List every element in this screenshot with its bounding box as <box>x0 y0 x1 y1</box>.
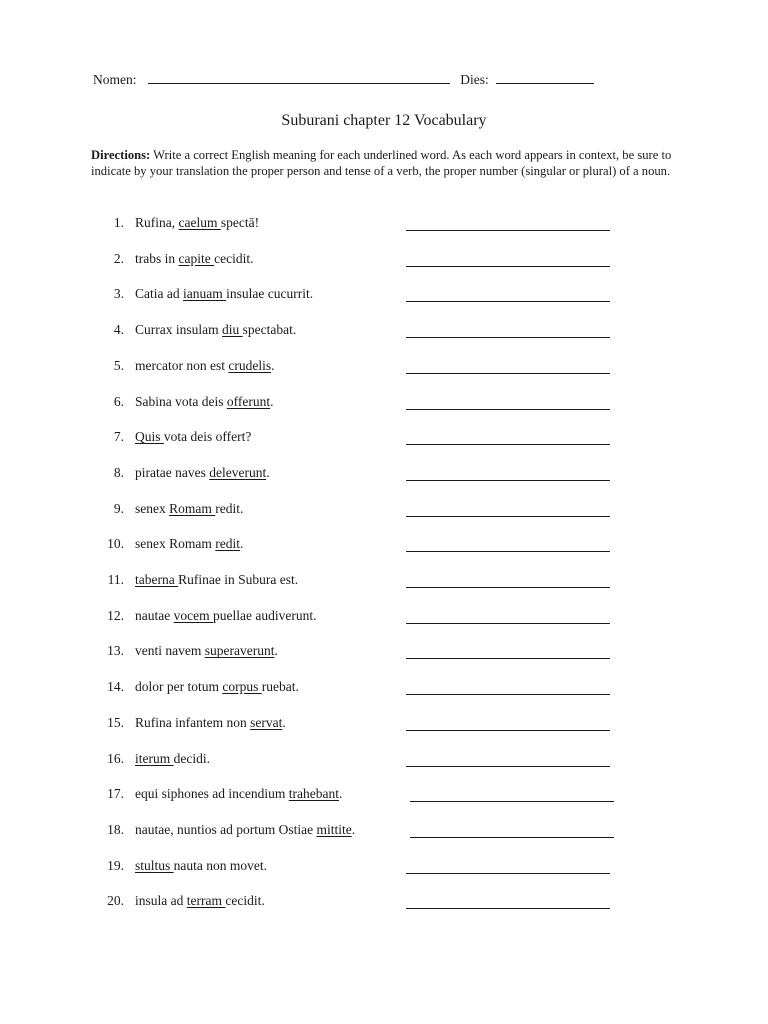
item-sentence <box>135 215 259 231</box>
underlined-word: stultus <box>135 857 174 873</box>
list-item <box>0 501 768 521</box>
underlined-word: vocem <box>173 607 213 623</box>
item-number: 9. <box>113 500 124 516</box>
item-sentence <box>135 286 313 302</box>
underlined-word: terram <box>186 893 226 909</box>
item-sentence <box>135 643 278 659</box>
item-number: 8. <box>113 464 124 480</box>
answer-blank[interactable] <box>406 266 610 267</box>
sentence-after: cecidit. <box>214 250 254 266</box>
item-sentence <box>135 751 210 767</box>
list-item <box>0 608 768 628</box>
underlined-word: superaverunt <box>204 643 275 659</box>
list-item <box>0 715 768 735</box>
item-number: 18. <box>107 821 124 837</box>
sentence-after: ruebat. <box>261 679 299 695</box>
item-sentence <box>135 251 253 267</box>
underlined-word: caelum <box>178 215 221 230</box>
sentence-before: equi siphones ad incendium <box>135 786 289 802</box>
item-number: 12. <box>107 607 124 623</box>
directions-text: Write a correct English meaning for each underlined word. As each word appears in context, be sure to indicate by your translation the proper person and tense of a verb, the proper number (singular or plural) of a noun. <box>91 148 672 178</box>
sentence-before: Rufina infantem non <box>135 714 251 730</box>
sentence-before: nautae, nuntios ad portum Ostiae <box>135 821 317 837</box>
list-item <box>0 322 768 342</box>
underlined-word: mittite <box>316 821 352 837</box>
sentence-after: redit. <box>215 500 244 516</box>
list-item <box>0 858 768 878</box>
list-item <box>0 215 768 235</box>
item-sentence <box>135 358 274 374</box>
list-item <box>0 536 768 556</box>
list-item <box>0 465 768 485</box>
sentence-before: senex Romam <box>135 536 216 552</box>
item-number: 7. <box>113 429 124 445</box>
item-number: 1. <box>113 215 124 230</box>
sentence-after: . <box>338 786 343 802</box>
underlined-word: trahebant <box>288 786 339 802</box>
item-sentence <box>135 536 243 552</box>
list-item <box>0 286 768 306</box>
answer-blank[interactable] <box>406 730 610 731</box>
item-number: 19. <box>107 857 124 873</box>
sentence-after: vota deis offert? <box>163 429 252 445</box>
sentence-after: . <box>271 357 275 373</box>
answer-blank[interactable] <box>406 301 610 302</box>
list-item <box>0 572 768 592</box>
answer-blank[interactable] <box>406 337 610 338</box>
sentence-after: spectā! <box>220 215 260 230</box>
item-number: 16. <box>107 750 124 766</box>
answer-blank[interactable] <box>410 801 614 802</box>
answer-blank[interactable] <box>406 766 610 767</box>
date-label: Dies: <box>460 72 489 87</box>
answer-blank[interactable] <box>406 444 610 445</box>
item-number: 5. <box>113 357 124 373</box>
sentence-before: Rufina, <box>135 215 179 230</box>
sentence-before: Catia ad <box>135 286 183 302</box>
item-number: 11. <box>107 572 124 587</box>
answer-blank[interactable] <box>406 480 610 481</box>
answer-blank[interactable] <box>406 908 610 909</box>
sentence-before: piratae naves <box>135 464 210 480</box>
name-label: Nomen: <box>93 72 137 87</box>
item-sentence <box>135 572 298 588</box>
list-item <box>0 358 768 378</box>
answer-blank[interactable] <box>406 551 610 552</box>
answer-blank[interactable] <box>406 230 610 231</box>
item-number: 20. <box>107 893 124 909</box>
sentence-after: . <box>270 393 274 409</box>
item-number: 3. <box>113 286 124 302</box>
answer-blank[interactable] <box>410 837 614 838</box>
sentence-before: trabs in <box>135 250 179 266</box>
sentence-before: Currax insulam <box>135 322 222 338</box>
underlined-word: ianuam <box>182 286 227 302</box>
list-item <box>0 643 768 663</box>
sentence-before: mercator non est <box>135 357 229 373</box>
sentence-after: decidi. <box>173 750 210 766</box>
underlined-word: iterum <box>135 750 174 766</box>
list-item <box>0 751 768 771</box>
underlined-word: Quis <box>135 429 164 445</box>
underlined-word: diu <box>222 322 243 338</box>
item-sentence <box>135 679 299 695</box>
list-item <box>0 429 768 449</box>
answer-blank[interactable] <box>406 409 610 410</box>
sentence-before: insula ad <box>135 893 187 909</box>
item-sentence <box>135 858 267 874</box>
list-item <box>0 251 768 271</box>
item-number: 4. <box>113 322 124 338</box>
answer-blank[interactable] <box>406 873 610 874</box>
item-sentence <box>135 715 286 731</box>
item-sentence <box>135 822 355 838</box>
answer-blank[interactable] <box>406 623 610 624</box>
underlined-word: capite <box>178 250 215 266</box>
item-sentence <box>135 465 270 481</box>
sentence-before: Sabina vota deis <box>135 393 227 409</box>
answer-blank[interactable] <box>406 373 610 374</box>
item-number: 2. <box>113 250 124 266</box>
sentence-after: cecidit. <box>225 893 265 909</box>
sentence-before: venti navem <box>135 643 205 659</box>
sentence-before: senex <box>135 500 170 516</box>
underlined-word: redit <box>215 536 240 552</box>
answer-blank[interactable] <box>406 587 610 588</box>
answer-blank[interactable] <box>406 516 610 517</box>
list-item <box>0 822 768 842</box>
header-line <box>93 70 594 88</box>
list-item <box>0 679 768 699</box>
underlined-word: deleverunt <box>209 464 267 480</box>
name-blank[interactable] <box>148 70 450 84</box>
item-number: 15. <box>107 714 124 730</box>
directions-label: Directions: <box>91 148 151 162</box>
sentence-after: puellae audiverunt. <box>212 607 317 623</box>
sentence-after: Rufinae in Subura est. <box>178 572 299 587</box>
underlined-word: corpus <box>222 679 262 695</box>
list-item <box>0 394 768 414</box>
item-sentence <box>135 322 296 338</box>
item-number: 6. <box>113 393 124 409</box>
page-title: Suburani chapter 12 Vocabulary <box>281 112 487 129</box>
sentence-before: nautae <box>135 607 174 623</box>
item-sentence <box>135 394 273 410</box>
sentence-after: insulae cucurrit. <box>226 286 314 302</box>
underlined-word: crudelis <box>228 357 272 373</box>
underlined-word: taberna <box>135 572 179 587</box>
item-number: 14. <box>107 679 124 695</box>
list-item <box>0 893 768 913</box>
sentence-after: . <box>266 464 270 480</box>
sentence-after: spectabat. <box>242 322 297 338</box>
item-number: 13. <box>107 643 124 659</box>
sentence-after: . <box>274 643 278 659</box>
sentence-before: dolor per totum <box>135 679 223 695</box>
answer-blank[interactable] <box>406 658 610 659</box>
sentence-after: . <box>282 714 286 730</box>
directions <box>91 147 701 179</box>
underlined-word: servat <box>250 714 283 730</box>
list-item <box>0 786 768 806</box>
underlined-word: offerunt <box>226 393 271 409</box>
underlined-word: Romam <box>169 500 216 516</box>
answer-blank[interactable] <box>406 694 610 695</box>
item-number: 10. <box>107 536 124 552</box>
item-sentence <box>135 429 251 445</box>
date-blank[interactable] <box>496 70 594 84</box>
sentence-after: . <box>240 536 244 552</box>
item-sentence <box>135 608 316 624</box>
item-number: 17. <box>107 786 124 802</box>
sentence-after: . <box>351 821 356 837</box>
item-sentence <box>135 501 243 517</box>
item-sentence <box>135 786 342 802</box>
sentence-after: nauta non movet. <box>173 857 267 873</box>
item-sentence <box>135 893 265 909</box>
